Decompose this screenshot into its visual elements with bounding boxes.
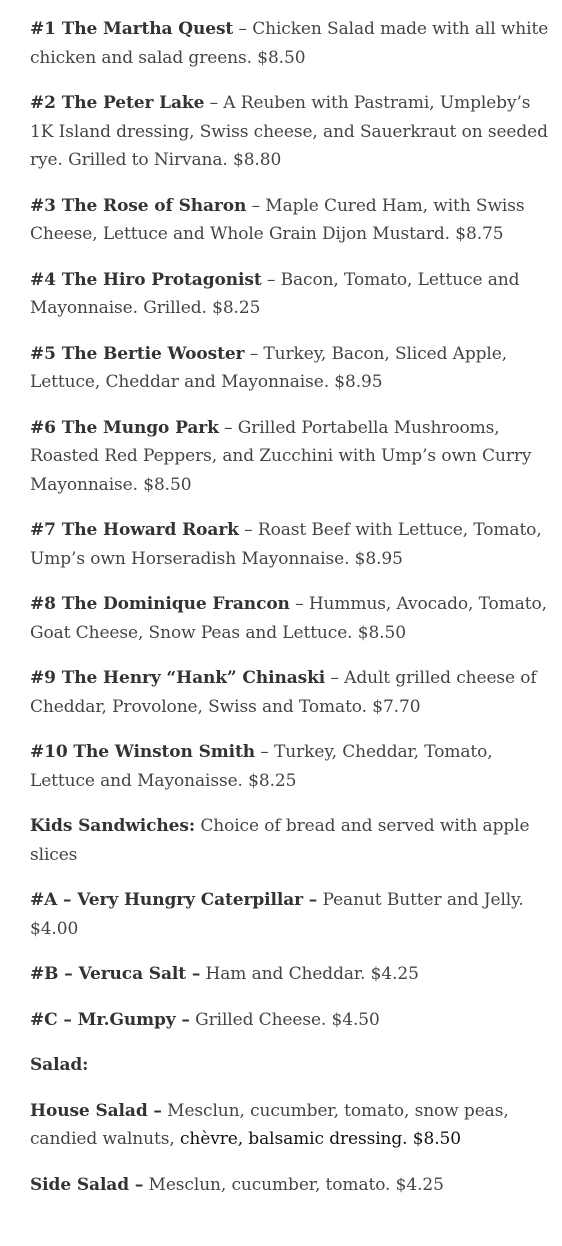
kids-intro: Choice of bread and served with apple slices <box>30 816 530 865</box>
house-salad <box>30 1097 550 1154</box>
item-description: Ham and Cheddar. $4.25 <box>200 964 419 984</box>
item-title: #9 The Henry “Hank” Chinaski <box>30 668 326 688</box>
item-description: – A Reuben with Pastrami, Umpleby’s 1K Island dressing, Swiss cheese, and Sauerkraut on seeded rye. Grilled to Nirvana. $8.80 <box>30 93 548 170</box>
item-title: #5 The Bertie Wooster <box>30 343 245 364</box>
menu-item-5 <box>30 340 550 397</box>
kids-heading: Kids Sandwiches: <box>30 816 196 836</box>
kids-item-b <box>30 960 550 989</box>
item-description: – Hummus, Avocado, Tomato, Goat Cheese, Snow Peas and Lettuce. $8.50 <box>30 594 547 643</box>
item-description-emphasis: chèvre, balsamic dressing. $8.50 <box>179 1129 461 1149</box>
menu-item-7 <box>30 516 550 573</box>
side-salad <box>30 1171 550 1200</box>
item-description: Peanut Butter and Jelly. $4.00 <box>30 890 524 939</box>
item-description: – Maple Cured Ham, with Swiss Cheese, Lettuce and Whole Grain Dijon Mustard. $8.75 <box>30 195 525 244</box>
menu-item-2 <box>30 89 550 175</box>
menu-item-6 <box>30 414 550 500</box>
menu-item-10 <box>30 738 550 795</box>
item-description: Grilled Cheese. $4.50 <box>189 1009 380 1030</box>
item-title: #B – Veruca Salt – <box>30 964 201 984</box>
kids-item-c <box>30 1006 550 1035</box>
item-title: Side Salad – <box>30 1174 144 1195</box>
item-description: – Grilled Portabella Mushrooms, Roasted Red Peppers, and Zucchini with Ump’s own Curry Mayonnaise. $8.50 <box>30 417 532 495</box>
menu-item-9 <box>30 664 550 721</box>
item-description: – Chicken Salad made with all white chicken and salad greens. $8.50 <box>30 19 549 68</box>
item-title: #C – Mr.Gumpy – <box>30 1009 190 1030</box>
item-description: – Roast Beef with Lettuce, Tomato, Ump’s own Horseradish Mayonnaise. $8.95 <box>30 520 542 569</box>
menu <box>30 15 550 1216</box>
item-title: #7 The Howard Roark <box>30 520 239 540</box>
item-title: House Salad – <box>30 1100 162 1121</box>
item-title: #1 The Martha Quest <box>30 19 234 39</box>
item-description: – Turkey, Bacon, Sliced Apple, Lettuce, Cheddar and Mayonnaise. $8.95 <box>30 343 508 392</box>
item-description: – Turkey, Cheddar, Tomato, Lettuce and Mayonaisse. $8.25 <box>30 742 493 791</box>
item-title: #10 The Winston Smith <box>30 742 256 762</box>
salad-section-heading <box>30 1051 550 1080</box>
item-description: – Adult grilled cheese of Cheddar, Provolone, Swiss and Tomato. $7.70 <box>30 668 537 717</box>
item-title: #2 The Peter Lake <box>30 93 205 113</box>
item-title: #6 The Mungo Park <box>30 417 219 438</box>
menu-item-8 <box>30 590 550 647</box>
item-title: #8 The Dominique Francon <box>30 594 290 614</box>
item-title: #3 The Rose of Sharon <box>30 195 247 216</box>
item-description: Mesclun, cucumber, tomato. $4.25 <box>143 1174 444 1195</box>
menu-item-3 <box>30 192 550 249</box>
kids-section-heading <box>30 812 550 869</box>
salad-heading: Salad: <box>30 1055 89 1075</box>
kids-item-a <box>30 886 550 943</box>
item-description: – Bacon, Tomato, Lettuce and Mayonnaise. Grilled. $8.25 <box>30 269 520 318</box>
item-description: Mesclun, cucumber, tomato, snow peas, candied walnuts, <box>30 1100 509 1149</box>
item-title: #4 The Hiro Protagonist <box>30 269 262 290</box>
menu-item-1 <box>30 15 550 72</box>
item-title: #A – Very Hungry Caterpillar – <box>30 890 318 910</box>
menu-item-4 <box>30 266 550 323</box>
